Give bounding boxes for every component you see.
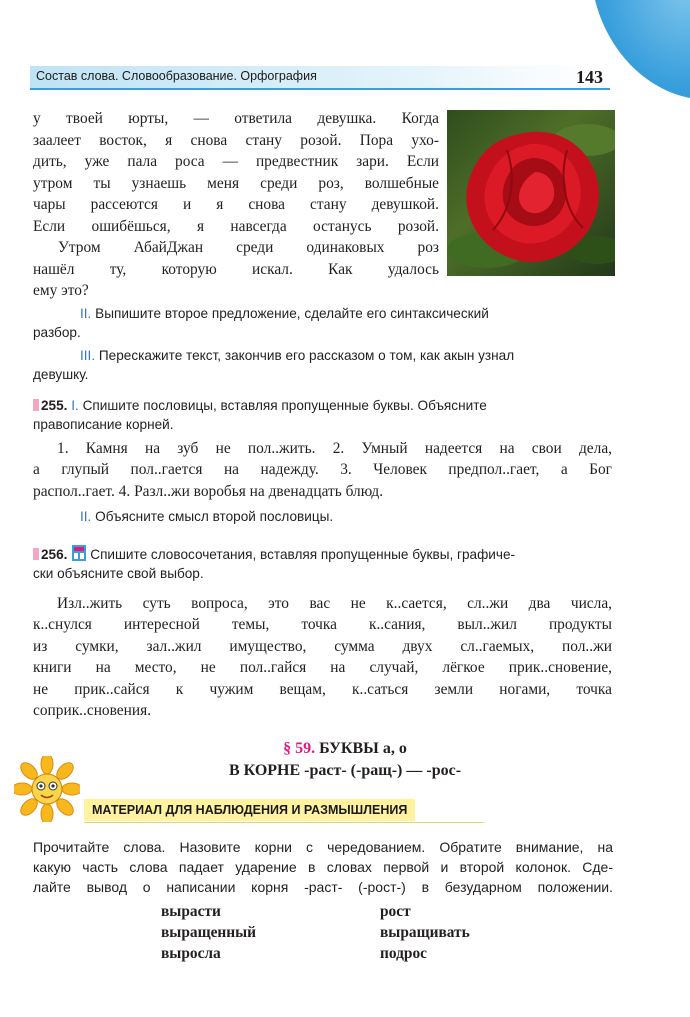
roman-numeral: III. [80,348,96,363]
task-text: Объясните смысл второй пословицы. [95,509,334,524]
header-rule [30,88,610,90]
word-col1: выросла [161,945,221,962]
exercise-256-header [33,544,618,564]
section-title-line1: БУКВЫ а, о [319,740,407,757]
exercise-instruction: Спишите словосочетания, вставляя пропущенные буквы, графиче- [90,547,516,562]
section-number: § 59. [283,740,316,757]
section-subtitle: В КОРНЕ -раст- (-ращ-) — -рос- [228,762,462,779]
phrase-line: Изл..жить суть вопроса, это вас не к..сается, сл..жи два числа, [57,595,612,612]
proverb-line: распол..гает. 4. Разл..жи воробья на двенадцать блюд. [33,483,384,500]
story-line: чары рассеются и я снова стану девушкой. [33,196,439,213]
roman-numeral: II. [80,306,92,321]
intro-line: лайте вывод о написании корня -раст- (-рост-) в безударном положении. [33,879,613,895]
badge-underline [84,822,484,823]
exercise-number: 255. [41,398,68,413]
story-line: утром ты узнаешь меня среди роз, волшебные [33,175,439,192]
phrase-line: к..снулся интересной темы, точка к..сания, выл..жил продукты [33,616,612,633]
story-line: Утром АбайДжан среди одинаковых роз [58,239,439,256]
task-II-cont: разбор. [33,325,81,340]
sunflower-mascot-icon [14,756,80,822]
story-line: ему это? [33,282,89,299]
word-col1: вырасти [161,903,221,920]
story-line: Если ошибёшься, я навсегда останусь розой. [33,218,439,235]
word-col1: выращенный [161,924,257,941]
task-III [80,346,610,365]
task-III-cont: девушку. [33,367,89,382]
phrase-line: не прик..сайся к чужим вещам, к..саться земли ногами, точка [33,681,612,698]
story-line: у твоей юрты, — ответила девушка. Когда [33,110,439,127]
word-col2: рост [380,903,411,920]
story-line: дить, уже пала роса — предвестник зари. Если [33,153,439,170]
task-text: Выпишите второе предложение, сделайте его синтаксический [95,306,489,321]
exercise-marker [33,548,39,560]
rose-image [447,110,615,276]
book-icon [71,544,87,562]
task-II [80,304,610,323]
exercise-marker [33,399,39,411]
exercise-255-header [33,396,618,415]
exercise-instruction-cont: правописание корней. [33,417,174,432]
roman-numeral: I. [71,398,79,413]
intro-line: Прочитайте слова. Назовите корни с чередованием. Обратите внимание, на [33,839,613,855]
exercise-instruction: Спишите пословицы, вставляя пропущенные буквы. Объясните [82,398,487,413]
story-line: нашёл ту, которую искал. Как удалось [33,261,439,278]
exercise-number: 256. [41,547,68,562]
phrase-line: книги на место, не пол..гайся на случай, лёгкое прик..сновение, [33,659,612,676]
proverb-line: а глупый пол..гается на надежду. 3. Человек предпол..гает, а Бог [33,461,612,478]
running-header: Состав слова. Словообразование. Орфография [36,69,317,83]
exercise-255-task-II [80,507,333,526]
word-col2: выращивать [380,924,470,941]
proverb-line: 1. Камня на зуб не пол..жить. 2. Умный надеется на свои дела, [57,440,612,457]
intro-line: какую часть слова падает ударение в словах первой и второй колонок. Сде- [33,859,613,875]
phrase-line: соприк..сновения. [33,702,152,719]
exercise-instruction-cont: ски объясните свой выбор. [33,566,204,581]
story-line: заалеет восток, я снова стану розой. Пора ухо- [33,132,439,149]
word-col2: подрос [380,945,427,962]
observation-badge: МАТЕРИАЛ ДЛЯ НАБЛЮДЕНИЯ И РАЗМЫШЛЕНИЯ [84,799,415,821]
page-corner-decoration [590,0,690,100]
page-number: 143 [576,67,603,87]
roman-numeral: II. [80,509,92,524]
task-text: Перескажите текст, закончив его рассказом о том, как акын узнал [98,348,515,363]
section-title [0,740,690,758]
phrase-line: из сумки, зал..жил имущество, сумма двух сл..гаемых, пол..жи [33,638,612,655]
